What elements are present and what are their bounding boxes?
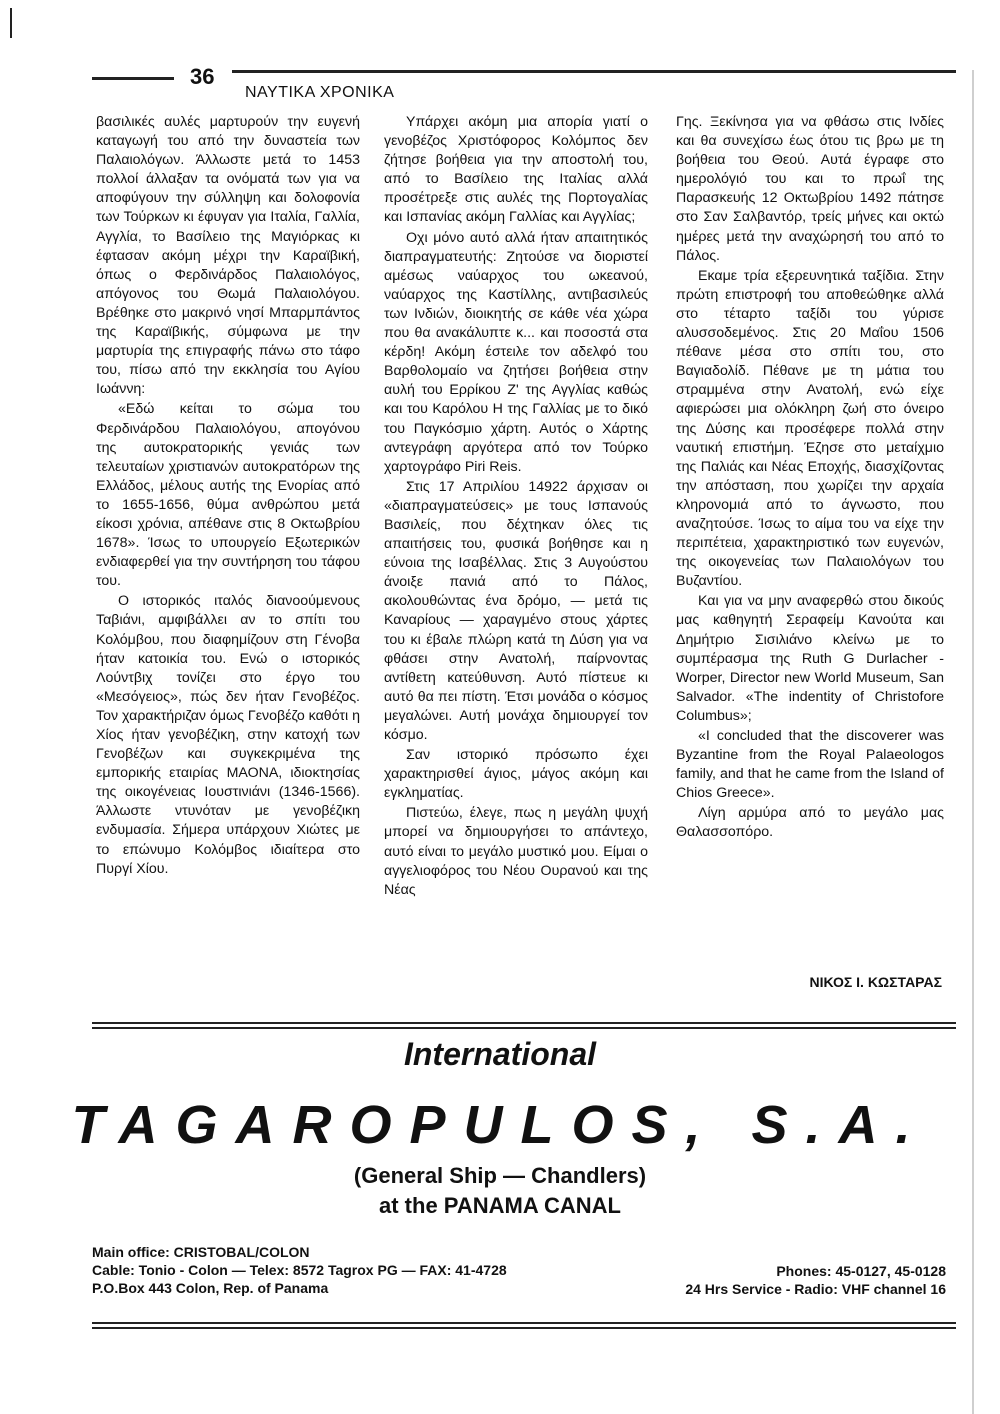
ad-contact-left (92, 1243, 507, 1297)
ad-subtitle-1: (General Ship — Chandlers) (353, 1163, 647, 1188)
ad-subtitle-2: at the PANAMA CANAL (379, 1193, 621, 1218)
page-number: 36 (190, 64, 215, 89)
paragraph: «I concluded that the discoverer was Byzantine from the Royal Palaeologos family, and that he came from the Island of Chios Greece». (676, 728, 944, 802)
paragraph: Λίγη αρμύρα από το μεγάλο μας Θαλασσοπόρο. (676, 805, 944, 841)
ad-top-rule-inner (92, 1027, 956, 1029)
ad-bottom-rule-inner (92, 1327, 956, 1329)
ad-pobox: P.O.Box 443 Colon, Rep. of Panama (92, 1280, 329, 1296)
ad-main-office: Main office: CRISTOBAL/COLON (92, 1244, 310, 1260)
header-rule-left (92, 77, 174, 80)
paragraph: βασιλικές αυλές μαρτυρούν την ευγενή καταγωγή του από την δυναστεία των Παλαιολόγων. Άλλωστε μετά το 1453 πολλοί άλλαξαν τα ονόματά των για να αποφύγουν την σύλληψη και δολοφονία των Τούρκων κι έφυγαν για Ιταλία, Γαλλία, Αγγλία, το Βασίλειο της Μαγιόρκας κι έφτασαν ακόμη μέχρι την Καραϊβική, όπως ο Φερδινάρδος Παλαιολόγος, απόγονος του Θωμά Παλαιολόγου. Βρέθηκε στο μακρινό νησί Μπαρμπάντος της Καραϊβικής, σύμφωνα με την μαρτυρία της επιγραφής πάνω στο τάφο του, πίσω από την εκκλησία του Αγίου Ιωάννη: (96, 114, 360, 398)
ad-service: 24 Hrs Service - Radio: VHF channel 16 (685, 1281, 946, 1297)
paragraph: Και για να μην αναφερθώ στου δικούς μας καθηγητή Σεραφείμ Κανούτα και Δημήτριο Σισιλιάνο κλείνω με το συμπέρασμα της Ruth G Durlacher - Worper, Director new World Museum, San Salvador. «The indentity of Christofore Columbus»; (676, 593, 944, 724)
article-column-2 (384, 113, 648, 901)
paragraph: Οχι μόνο αυτό αλλά ήταν απαιτητικός διαπραγματευτής: Ζητούσε να διοριστεί αμέσως ναύαρχος του ωκεανού, ναύαρχος της Καστίλλης, αντιβασιλεύς των Ινδιών, διοικητής σε κάθε νέα χώρα που θα ανακάλυπτε κ... και ποσοστά στα κέρδη! Ακόμη έστειλε τον αδελφό του Βαρθολομαίο να ζητήσει βοήθεια στην αυλή του Ερρίκου Ζ' της Αγγλίας καθώς και του Καρόλου Η της Γαλλίας με το δικό του Παγκόσμιο χάρτη. Αυτός ο Χάρτης αντεγράφη αργότερα από τον Τούρκο χαρτογράφο Piri Reis. (384, 229, 648, 475)
paragraph: Γης. Ξεκίνησα για να φθάσω στις Ινδίες και θα συνεχίσω έως ότου τις βρω με τη βοήθεια του Θεού. Αυτά έγραφε στο ημερολόγιό του και το πρωΐ της Παρασκευής 12 Οκτωβρίου 1492 πάτησε στο Σαν Σαλβαντόρ, τρείς μήνες και οκτώ ημέρες μετά την αναχώρησή του από το Πάλος. (676, 114, 944, 264)
ad-contact-right (600, 1262, 946, 1298)
paragraph: Σαν ιστορικό πρόσωπο έχει χαρακτηρισθεί άγιος, μάγος ακόμη και εγκληματίας. (384, 747, 648, 802)
ad-international: International (403, 1036, 596, 1072)
ad-phones: Phones: 45-0127, 45-0128 (776, 1263, 946, 1279)
header-rule-right (232, 70, 956, 73)
paragraph: Ο ιστορικός ιταλός διανοούμενους Ταβιάνι, αμφιβάλλει αν το σπίτι του Κολόμβου, που διαφημίζουν στη Γένοβα ήταν κατοικία του. Ενώ ο ιστορικός Λούντβιχ τονίζει στο έργο του «Μεσόγειος», πώς δεν ήταν Γενοβέζος. Τον χαρακτήριζαν όμως Γενοβέζο καθότι η Χίος ήταν γενοβέζικη, στην κατοχή των Γενοβέζων και συγκεκριμένα της εμπορικής εταιρίας ΜΑΟΝΑ, ιδιοκτησίας της οικογένειας Ιουστινιάνι (1346-1566). Άλλωστε ντυνόταν με γενοβέζικη ενδυμασία. Σήμερα υπάρχουν Χιώτες με το επώνυμο Κολόμβος ιδιαίτερα στο Πυργί Χίου. (96, 593, 360, 877)
ad-bottom-rule (92, 1322, 956, 1324)
article-author: ΝΙΚΟΣ Ι. ΚΩΣΤΑΡΑΣ (809, 974, 942, 990)
paragraph: Εκαμε τρία εξερευνητικά ταξίδια. Στην πρώτη επιστροφή του αποθεώθηκε αλλά στο τέταρτο ταξίδι του γύρισε αλυσσοδεμένος. Στις 20 Μαΐου 1506 πέθανε μέσα στο σπίτι του, στο Βαγιαδολίδ. Πέθανε με τη μάτια του στραμμένα στην Ανατολή, ενώ είχε αφιερώσει μια ολόκληρη ζωή στο όνειρο της Δύσης και προσέφερε πολλά στην ναυτική επιστήμη. Έζησε στο μεταίχμιο της Παλιάς και Νέας Εποχής, διασχίζοντας την απόσταση, που χωρίζει την αρχαία κληρονομιά από το άγνωστο, που αναζητούσε. Ίσως το αίμα του να είχε την περιπέτεια, χαρακτηριστικό των ευγενών, της οικογενείας των Παλαιολόγων του Βυζαντίου. (676, 267, 944, 590)
ad-company-name: TAGAROPULOS, S.A. (71, 1095, 929, 1155)
magazine-title: ΝΑΥΤΙΚΑ ΧΡΟΝΙΚΑ (245, 84, 395, 101)
scan-mark (10, 8, 12, 38)
paragraph: Πιστεύω, έλεγε, πως η μεγάλη ψυχή μπορεί να δημιουργήσει το απάντεχο, αυτό είναι το μεγάλο μυστικό μου. Είμαι ο αγγελιοφόρος του Νέου Ουρανού και της Νέας (384, 805, 648, 898)
paragraph: Υπάρχει ακόμη μια απορία γιατί ο γενοβέζος Χριστόφορος Κολόμπος δεν ζήτησε βοήθεια για την αποστολή του, από το Βασίλειο της Ιταλίας αλλά προσέτρεξε στις αυλές της Πορτογαλίας και Ισπανίας ακόμη Γαλλίας και Αγγλίας; (384, 114, 648, 226)
paragraph: Στις 17 Απριλίου 14922 άρχισαν οι «διαπραγματεύσεις» με τους Ισπανούς Βασιλείς, που δέχτηκαν όλες τις απαιτήσεις του, φυσικά βοήθησε και η εύνοια της Ισαβέλλας. Στις 3 Αυγούστου άνοιξε πανιά από το Πάλος, ακολουθώντας ένα δρόμο, — μετά τις Καναρίους — χαραγμένο στους χάρτες του κι έβαλε πλώρη κατά τη Δύση για να φθάσει στην Ανατολή, παίρνοντας αντίθετη κατεύθυνση. Αυτό πίστευε κι αυτό θα πει πίστη. Έτσι μονάδα ο κόσμος μεγαλώνει. Αυτή μονάχα δημιουργεί τον κόσμο. (384, 478, 648, 743)
article-column-3 (676, 113, 944, 844)
paragraph: «Εδώ κείται το σώμα του Φερδινάρδου Παλαιολόγου, απογόνου της αυτοκρατορικής γενιάς των τελευταίων χριστιανών αυτοκρατόρων της Ελλάδος, μέλους αυτής της Ενορίας από το 1655-1656, θύμα ανθρώπου μετά είκοσι χρόνια, απέθανε στις 8 Οκτωβρίου 1678». Ίσως το υπουργείο Εξωτερικών ενδιαφερθεί για την συντήρηση του τάφου του. (96, 401, 360, 590)
article-column-1 (96, 113, 360, 880)
ad-cable: Cable: Tonio - Colon — Telex: 8572 Tagrox PG — FAX: 41-4728 (92, 1262, 507, 1278)
ad-top-rule (92, 1022, 956, 1024)
